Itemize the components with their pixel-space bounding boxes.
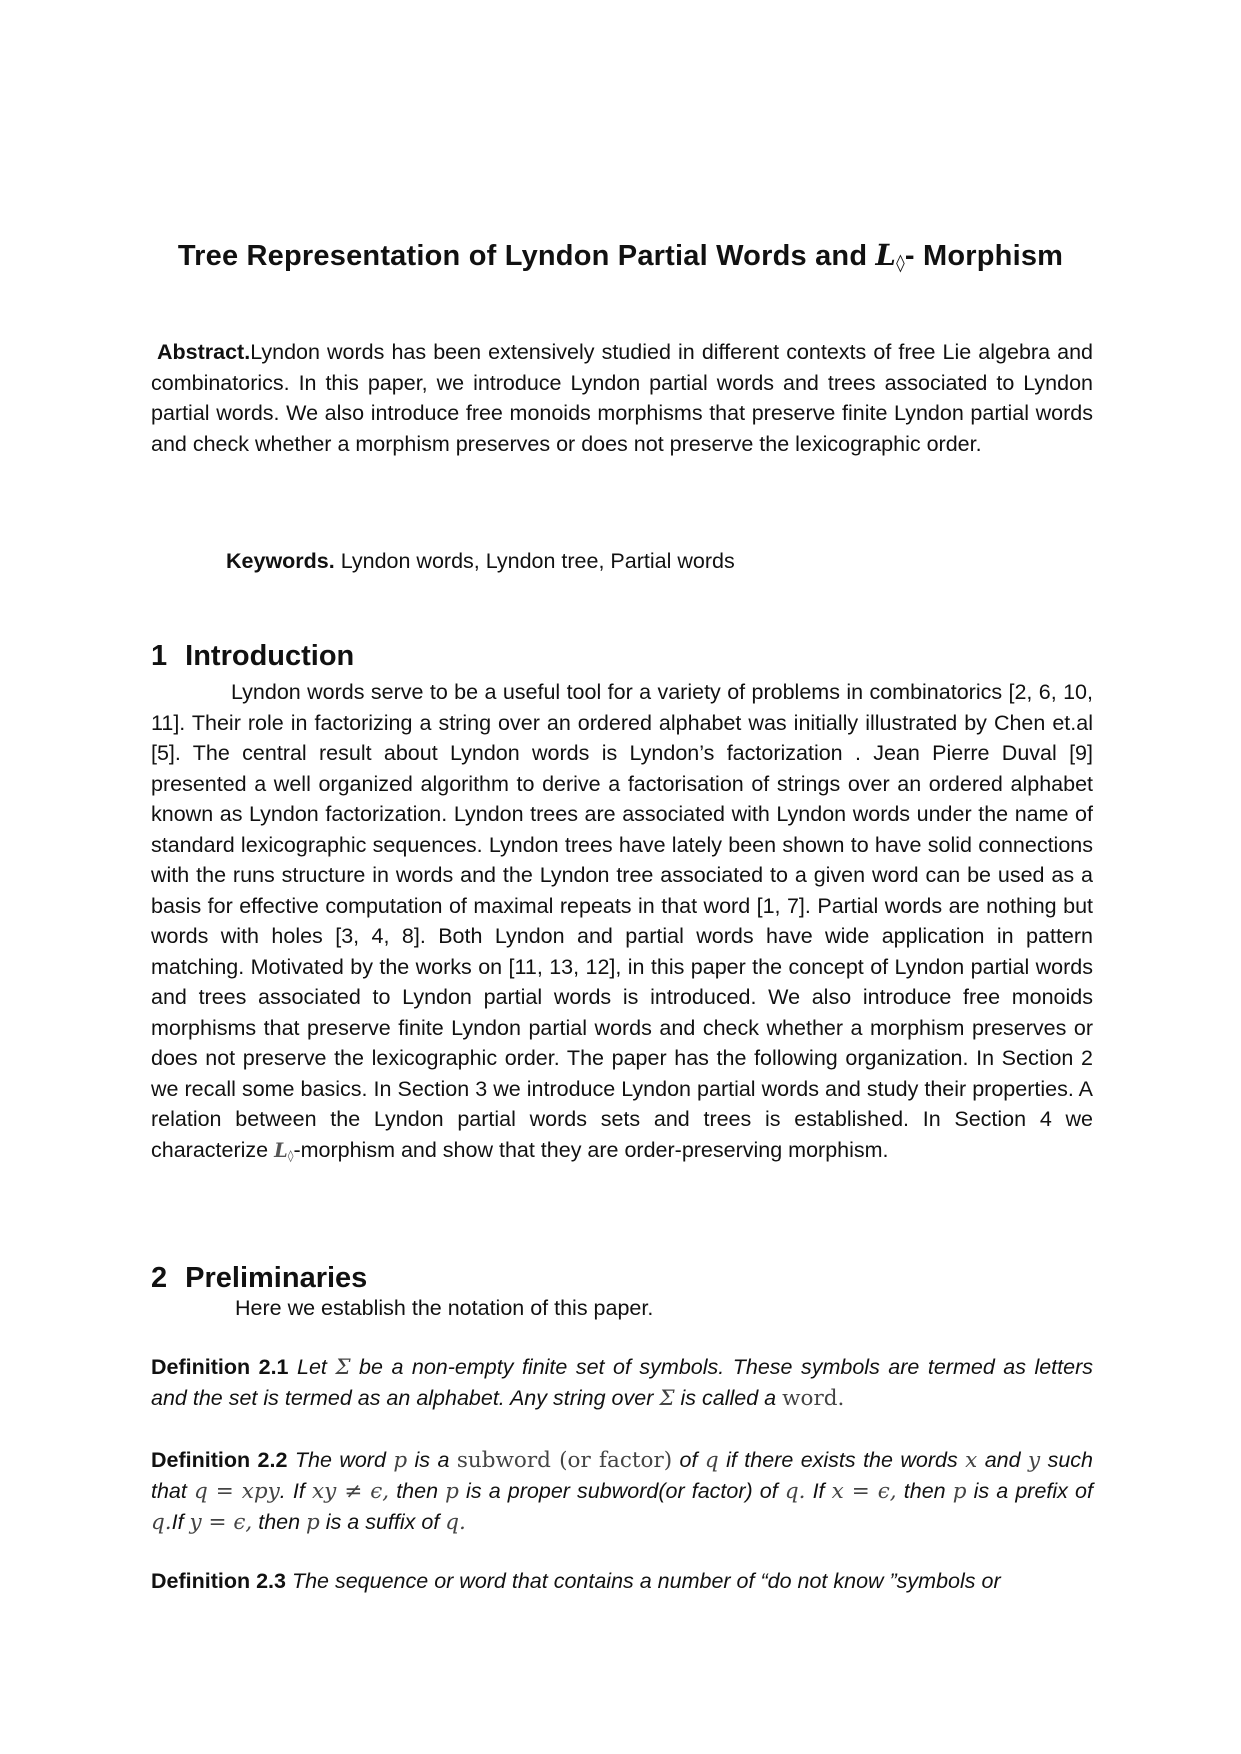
word-term: word. [782,1386,845,1411]
equation: y = ϵ, [189,1510,253,1535]
keywords-label: Keywords. [226,549,335,573]
section-number: 2 [151,1262,168,1294]
paper-title [0,238,1241,273]
subword-term: subword (or factor) [456,1448,673,1473]
definition-label: Definition 2.3 [151,1569,286,1593]
sigma-symbol: Σ [335,1355,351,1380]
keywords-text: Lyndon words, Lyndon tree, Partial words [334,549,735,573]
l-diamond-symbol: $L_◊$ [274,1138,294,1162]
abstract-label: Abstract. [157,340,251,364]
abstract [151,337,1093,459]
intro-text: Lyndon words serve to be a useful tool for a variety of problems in combinatorics [2, 6, 10, 11]. Their role in factorizing a string over an ordered alphabet was initially illustrated by Chen et.al [5]. The central result about Lyndon words is Lyndon’s factorization . Jean Pierre Duval [9] presented a well organized algorithm to derive a factorisation of strings over an ordered alphabet known as Lyndon factorization. Lyndon trees are associated with Lyndon words under the name of standard lexicographic sequences. Lyndon trees have lately been shown to have solid connections with the runs structure in words and the Lyndon tree associated to a given word can be used as a basis for effective computation of maximal repeats in that word [1, 7]. Partial words are nothing but words with holes [3, 4, 8]. Both Lyndon and partial words have wide application in pattern matching. Motivated by the works on [11, 13, 12], in this paper the concept of Lyndon partial words and trees associated to Lyndon partial words is introduced. We also introduce free monoids morphisms that preserve finite Lyndon partial words and check whether a morphism preserves or does not preserve the lexicographic order. The paper has the following organization. In Section 2 we recall some basics. In Section 3 we introduce Lyndon partial words and study their properties. A relation between the Lyndon partial words sets and trees is established. In Section 4 we characterize [151,680,1093,1162]
title-suffix: - Morphism [904,240,1064,272]
definition-label: Definition 2.1 [151,1355,289,1379]
section-number: 1 [151,640,168,672]
definition-text: The sequence or word that contains a number of “do not know ”symbols or [285,1569,1001,1593]
introduction-paragraph [151,677,1093,1170]
equation: xy ≠ ϵ, [311,1479,390,1504]
title-text: Tree Representation of Lyndon Partial Words and [177,240,868,272]
section-title: Preliminaries [185,1262,368,1294]
keywords [226,549,735,574]
preliminaries-text: Here we establish the notation of this paper. [235,1296,654,1320]
section-heading-introduction [151,640,354,673]
equation: x = ϵ, [831,1479,897,1504]
definition-2-3 [151,1566,1093,1597]
equation: q = xpy [193,1479,280,1504]
l-diamond-symbol: $L_◊$ [875,238,905,274]
sigma-symbol: Σ [659,1386,675,1411]
abstract-text: Lyndon words has been extensively studied in different contexts of free Lie algebra and combinatorics. In this paper, we introduce Lyndon partial words and trees associated to Lyndon partial words. We also introduce free monoids morphisms that preserve finite Lyndon partial words and check whether a morphism preserves or does not preserve the lexicographic order. [151,340,1093,456]
definition-2-2: Definition 2.2 The word p is a subword (or factor) of q if there exists the words x and y such that q = xpy. If xy ≠ ϵ, then p is a proper subword(or factor) of q. If x = ϵ, then p is a prefix of q.If y = ϵ, then p is a suffix of q. [151,1448,1094,1535]
definition-label: Definition 2.2 [151,1448,288,1472]
definition-2-1: Definition 2.1 Let Σ be a non-empty finite set of symbols. These symbols are termed as letters and the set is termed as an alphabet. Any string over Σ is called a word. [151,1355,1093,1411]
intro-text-end: -morphism and show that they are order-preserving morphism. [293,1137,889,1162]
section-title: Introduction [185,640,355,672]
section-heading-preliminaries [151,1262,367,1295]
